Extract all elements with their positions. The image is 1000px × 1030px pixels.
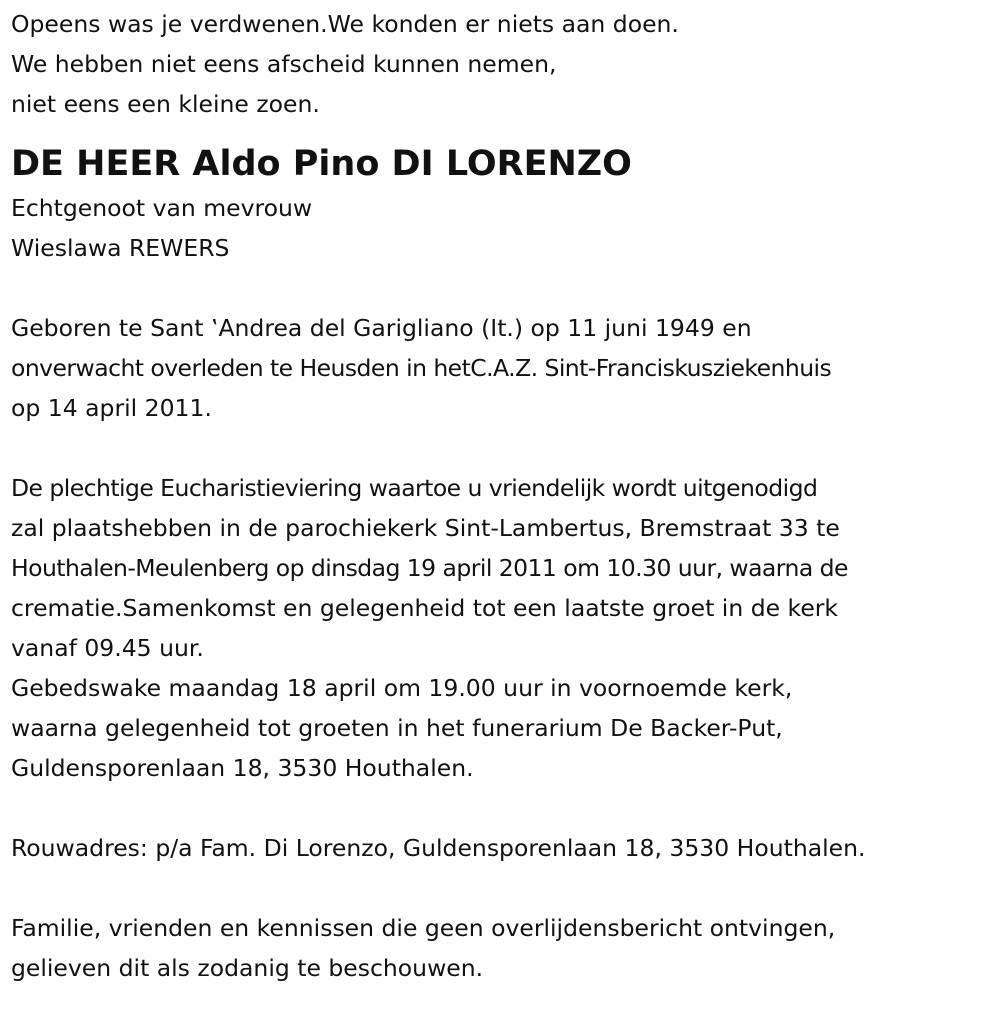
paragraph-line: vanaf 09.45 uur. xyxy=(11,634,204,662)
spacer xyxy=(11,868,996,908)
paragraph-line: zal plaatshebben in de parochiekerk Sint-Lambertus, Bremstraat 33 te xyxy=(11,514,840,542)
closing-paragraph xyxy=(11,908,996,988)
paragraph-line: Guldensporenlaan 18, 3530 Houthalen. xyxy=(11,754,474,782)
paragraph-line: De plechtige Eucharistieviering waartoe u vriendelijk wordt uitgenodigd xyxy=(11,474,818,502)
spouse-line: Echtgenoot van mevrouw xyxy=(11,194,313,222)
paragraph-line: Familie, vrienden en kennissen die geen overlijdensbericht ontvingen, xyxy=(11,914,836,942)
ceremony-paragraph xyxy=(11,468,996,788)
paragraph-line: op 14 april 2011. xyxy=(11,394,212,422)
poem-line: We hebben niet eens afscheid kunnen nemen, xyxy=(11,50,557,78)
poem-line: Opeens was je verdwenen.We konden er niets aan doen. xyxy=(11,10,679,38)
paragraph-line: Gebedswake maandag 18 april om 19.00 uur in voornoemde kerk, xyxy=(11,674,793,702)
obituary-document xyxy=(11,4,996,988)
paragraph-line: Geboren te Sant ‛Andrea del Garigliano (It.) op 11 juni 1949 en xyxy=(11,314,752,342)
paragraph-line: gelieven dit als zodanig te beschouwen. xyxy=(11,954,484,982)
spacer xyxy=(11,788,996,828)
paragraph-line: onverwacht overleden te Heusden in hetC.A.Z. Sint-Franciskusziekenhuis xyxy=(11,354,832,382)
poem-line: niet eens een kleine zoen. xyxy=(11,90,320,118)
spouse-line: Wieslawa REWERS xyxy=(11,234,230,262)
paragraph-line: waarna gelegenheid tot groeten in het funerarium De Backer-Put, xyxy=(11,714,783,742)
poem xyxy=(11,4,996,124)
spacer xyxy=(11,268,996,308)
paragraph-line: crematie.Samenkomst en gelegenheid tot een laatste groet in de kerk xyxy=(11,594,839,622)
deceased-name-title: DE HEER Aldo Pino DI LORENZO xyxy=(11,144,632,184)
paragraph-line: Houthalen-Meulenberg op dinsdag 19 april 2011 om 10.30 uur, waarna de xyxy=(11,554,848,582)
spacer xyxy=(11,428,996,468)
address-line: Rouwadres: p/a Fam. Di Lorenzo, Guldensporenlaan 18, 3530 Houthalen. xyxy=(11,834,866,862)
mourning-address xyxy=(11,828,996,868)
birth-death-paragraph xyxy=(11,308,996,428)
spouse-section xyxy=(11,188,996,268)
